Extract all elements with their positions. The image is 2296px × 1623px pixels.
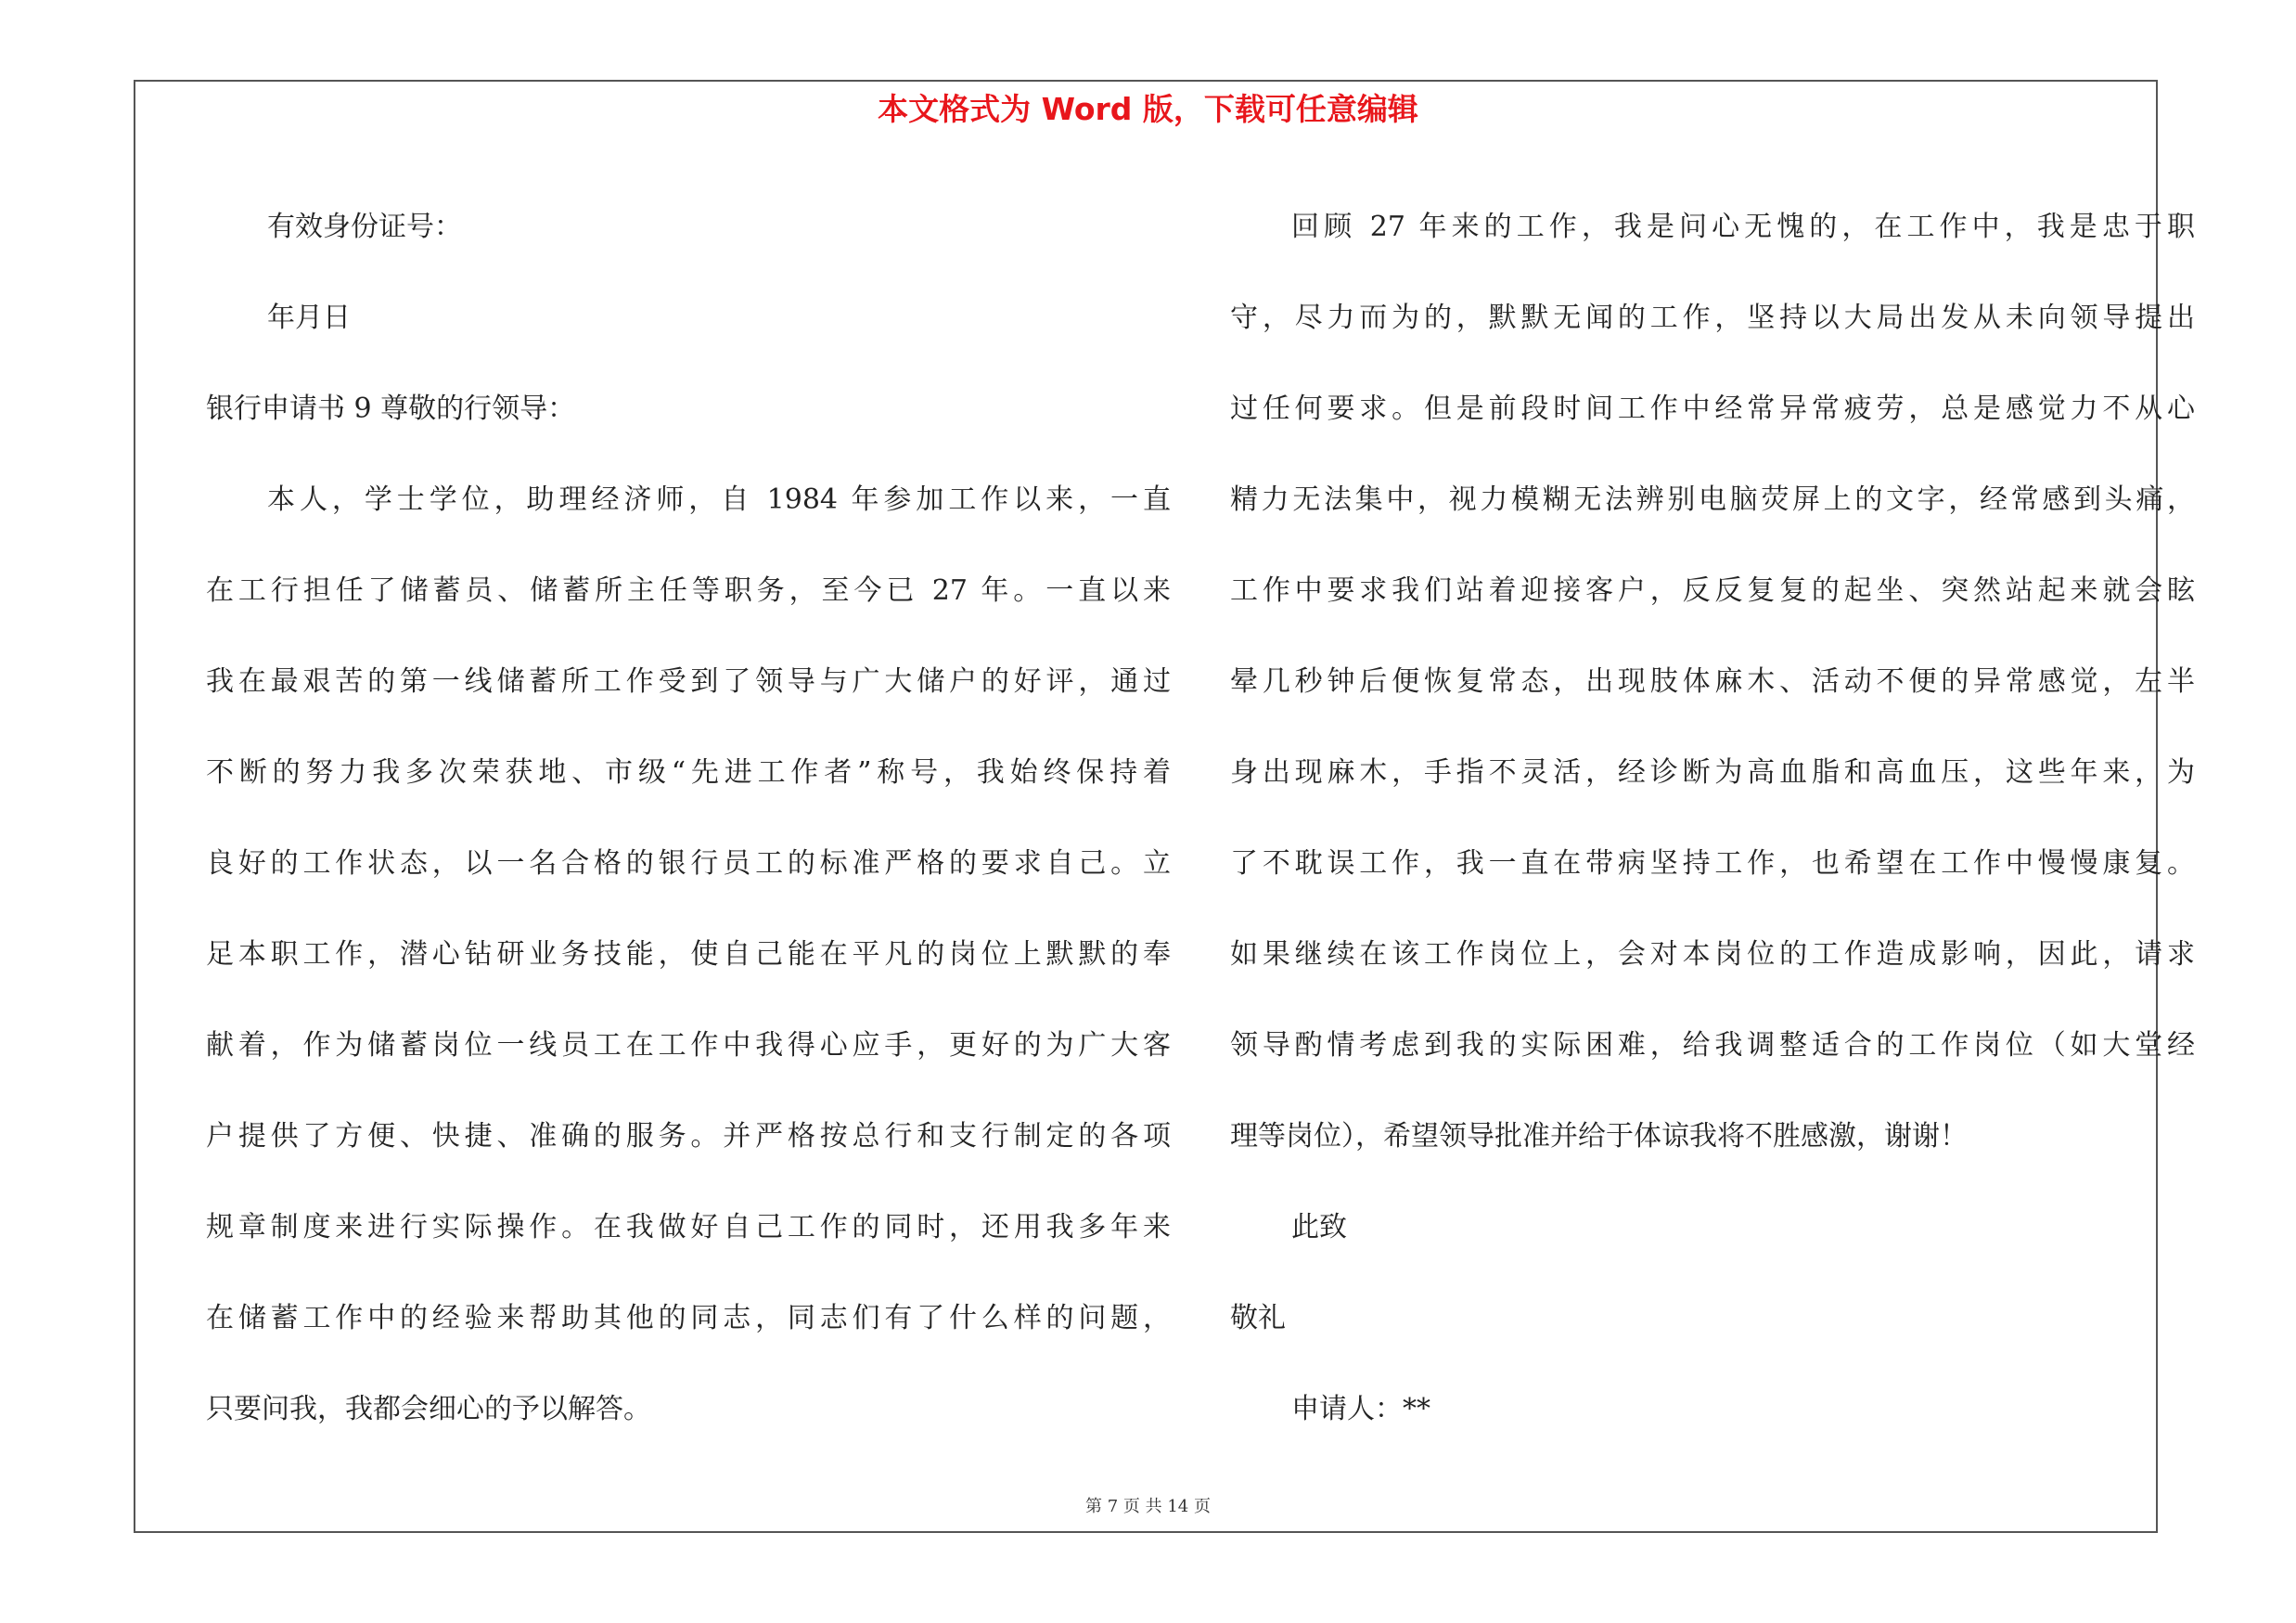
body-line: 不断的努力我多次荣获地、市级“先进工作者”称号，我始终保持着 <box>206 756 1171 789</box>
id-number-line: 有效身份证号： <box>267 211 462 243</box>
body-line: 晕几秒钟后便恢复常态，出现肢体麻木、活动不便的异常感觉，左半 <box>1230 665 2195 698</box>
format-banner: 本文格式为 Word 版，下载可任意编辑 <box>878 91 1418 127</box>
body-line: 领导酌情考虑到我的实际困难，给我调整适合的工作岗位（如大堂经 <box>1230 1029 2195 1062</box>
body-line: 理等岗位），希望领导批准并给于体谅我将不胜感激，谢谢！ <box>1230 1120 1968 1153</box>
body-line: 精力无法集中，视力模糊无法辨别电脑荧屏上的文字，经常感到头痛， <box>1230 483 2195 516</box>
body-line: 在工行担任了储蓄员、储蓄所主任等职务，至今已 27 年。一直以来 <box>206 574 1171 607</box>
date-line: 年月日 <box>267 302 351 334</box>
body-line: 规章制度来进行实际操作。在我做好自己工作的同时，还用我多年来 <box>206 1211 1171 1243</box>
body-line: 良好的工作状态，以一名合格的银行员工的标准严格的要求自己。立 <box>206 847 1171 880</box>
body-line: 工作中要求我们站着迎接客户，反反复复的起坐、突然站起来就会眩 <box>1230 574 2195 607</box>
body-line: 足本职工作，潜心钻研业务技能，使自己能在平凡的岗位上默默的奉 <box>206 938 1171 971</box>
applicant-line: 申请人：** <box>1291 1393 1430 1425</box>
regards-line: 敬礼 <box>1230 1302 1286 1334</box>
closing-line: 此致 <box>1291 1211 1347 1243</box>
body-line: 在储蓄工作中的经验来帮助其他的同志，同志们有了什么样的问题， <box>206 1302 1171 1334</box>
body-line: 本人，学士学位，助理经济师，自 1984 年参加工作以来，一直 <box>267 483 1171 516</box>
page-number: 第 7 页 共 14 页 <box>1085 1497 1211 1516</box>
body-line: 身出现麻木，手指不灵活，经诊断为高血脂和高血压，这些年来，为 <box>1230 756 2195 789</box>
body-line: 过任何要求。但是前段时间工作中经常异常疲劳，总是感觉力不从心 <box>1230 393 2195 425</box>
left-column <box>206 182 1171 1455</box>
body-line: 如果继续在该工作岗位上，会对本岗位的工作造成影响，因此，请求 <box>1230 938 2195 971</box>
body-line: 献着，作为储蓄岗位一线员工在工作中我得心应手，更好的为广大客 <box>206 1029 1171 1062</box>
body-line: 只要问我，我都会细心的予以解答。 <box>206 1393 651 1425</box>
body-line: 户提供了方便、快捷、准确的服务。并严格按总行和支行制定的各项 <box>206 1120 1171 1153</box>
body-line: 守，尽力而为的，默默无闻的工作，坚持以大局出发从未向领导提出 <box>1230 302 2195 334</box>
body-line: 了不耽误工作，我一直在带病坚持工作，也希望在工作中慢慢康复。 <box>1230 847 2195 880</box>
body-line: 回顾 27 年来的工作，我是问心无愧的，在工作中，我是忠于职 <box>1291 211 2195 243</box>
body-line: 我在最艰苦的第一线储蓄所工作受到了领导与广大储户的好评，通过 <box>206 665 1171 698</box>
right-column <box>1230 182 2195 1455</box>
salutation-line: 银行申请书 9 尊敬的行领导： <box>206 393 576 425</box>
